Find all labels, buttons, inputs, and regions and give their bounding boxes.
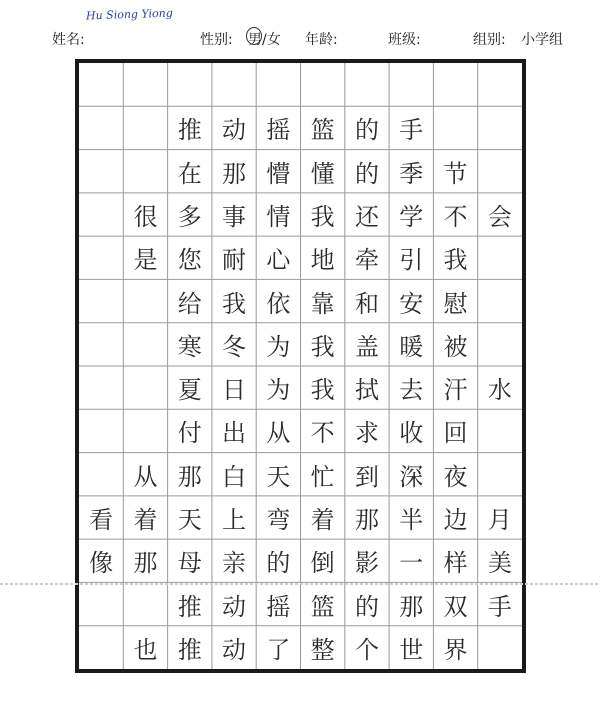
page-fold-line	[0, 582, 600, 586]
essay-character: 摇	[266, 116, 291, 145]
essay-character: 盖	[354, 332, 379, 361]
essay-character: 到	[354, 462, 379, 491]
essay-character: 忙	[310, 462, 335, 491]
essay-character: 样	[443, 549, 468, 578]
group-label: 组别:	[473, 32, 506, 48]
essay-character: 着	[133, 505, 158, 534]
essay-character: 那	[354, 505, 379, 534]
essay-character: 的	[354, 116, 379, 145]
essay-character: 个	[354, 635, 379, 664]
essay-character: 在	[177, 159, 202, 188]
essay-character: 为	[266, 332, 291, 361]
essay-character: 弯	[266, 505, 291, 534]
gender-value: 男/女	[248, 32, 281, 48]
essay-character: 手	[399, 116, 424, 145]
essay-character: 心	[266, 246, 291, 275]
essay-character: 手	[487, 592, 512, 621]
essay-character: 我	[222, 289, 247, 318]
essay-character: 学	[399, 202, 424, 231]
essay-character: 一	[399, 549, 424, 578]
essay-character: 会	[487, 202, 512, 231]
essay-character: 动	[222, 635, 247, 664]
essay-character: 的	[266, 549, 291, 578]
essay-character: 牵	[354, 246, 379, 275]
essay-character: 节	[443, 159, 468, 188]
essay-character: 推	[177, 116, 202, 145]
essay-character: 整	[310, 635, 335, 664]
essay-character: 夜	[443, 462, 468, 491]
essay-character: 边	[443, 505, 468, 534]
essay-character: 不	[443, 202, 468, 231]
essay-character: 倒	[310, 549, 335, 578]
essay-character: 也	[133, 635, 158, 664]
essay-character: 耐	[222, 246, 247, 275]
class-label: 班级:	[388, 32, 421, 48]
essay-character: 地	[310, 246, 335, 275]
essay-character: 推	[177, 592, 202, 621]
essay-character: 推	[177, 635, 202, 664]
essay-character: 被	[443, 332, 468, 361]
essay-character: 半	[399, 505, 424, 534]
essay-character: 冬	[222, 332, 247, 361]
essay-character: 和	[354, 289, 379, 318]
essay-character: 美	[487, 549, 512, 578]
essay-character: 母	[177, 549, 202, 578]
essay-character: 的	[354, 159, 379, 188]
essay-character: 我	[443, 246, 468, 275]
essay-character: 从	[266, 419, 291, 448]
essay-character: 依	[266, 289, 291, 318]
essay-character: 很	[133, 202, 158, 231]
essay-character: 亲	[222, 549, 247, 578]
essay-character: 世	[399, 635, 424, 664]
name-label: 姓名:	[52, 32, 85, 48]
essay-character: 为	[266, 376, 291, 405]
essay-character: 暖	[399, 332, 424, 361]
manuscript-grid	[75, 59, 526, 673]
essay-character: 篮	[310, 592, 335, 621]
essay-character: 事	[222, 202, 247, 231]
age-label: 年龄:	[305, 32, 338, 48]
essay-character: 季	[399, 159, 424, 188]
essay-character: 懵	[266, 159, 291, 188]
essay-character: 回	[443, 419, 468, 448]
essay-character: 摇	[266, 592, 291, 621]
essay-character: 求	[354, 419, 379, 448]
essay-character: 影	[354, 549, 379, 578]
essay-character: 寒	[177, 332, 202, 361]
essay-character: 汗	[443, 376, 468, 405]
essay-character: 夏	[177, 376, 202, 405]
essay-character: 的	[354, 592, 379, 621]
essay-character: 深	[399, 462, 424, 491]
essay-character: 我	[310, 332, 335, 361]
essay-character: 月	[487, 505, 512, 534]
essay-character: 靠	[310, 289, 335, 318]
handwritten-name: Hu Siong Yiong	[85, 6, 174, 23]
essay-character: 像	[89, 549, 114, 578]
essay-character: 我	[310, 202, 335, 231]
essay-character: 白	[222, 462, 247, 491]
essay-character: 不	[310, 419, 335, 448]
essay-character: 动	[222, 116, 247, 145]
essay-character: 是	[133, 246, 158, 275]
essay-character: 安	[399, 289, 424, 318]
essay-character: 动	[222, 592, 247, 621]
essay-character: 给	[177, 289, 202, 318]
form-header	[0, 0, 600, 56]
essay-character: 那	[177, 462, 202, 491]
essay-character: 着	[310, 505, 335, 534]
essay-character: 从	[133, 462, 158, 491]
essay-character: 拭	[354, 376, 379, 405]
essay-character: 出	[222, 419, 247, 448]
essay-character: 天	[266, 462, 291, 491]
essay-character: 引	[399, 246, 424, 275]
essay-character: 那	[399, 592, 424, 621]
essay-character: 收	[399, 419, 424, 448]
essay-character: 界	[443, 635, 468, 664]
essay-character: 了	[266, 635, 291, 664]
essay-character: 懂	[310, 159, 335, 188]
essay-character: 双	[443, 592, 468, 621]
essay-character: 看	[89, 505, 114, 534]
essay-character: 付	[177, 419, 202, 448]
essay-character: 慰	[443, 289, 468, 318]
essay-character: 去	[399, 376, 424, 405]
essay-character: 那	[133, 549, 158, 578]
essay-character: 上	[222, 505, 247, 534]
essay-character: 篮	[310, 116, 335, 145]
essay-character: 天	[177, 505, 202, 534]
essay-character: 水	[487, 376, 512, 405]
essay-character: 日	[222, 376, 247, 405]
essay-character: 多	[177, 202, 202, 231]
essay-character: 情	[266, 202, 291, 231]
essay-character: 您	[177, 246, 202, 275]
essay-character: 还	[354, 202, 379, 231]
group-value: 小学组	[521, 32, 563, 48]
essay-character: 我	[310, 376, 335, 405]
gender-label: 性别:	[200, 32, 233, 48]
essay-character: 那	[222, 159, 247, 188]
